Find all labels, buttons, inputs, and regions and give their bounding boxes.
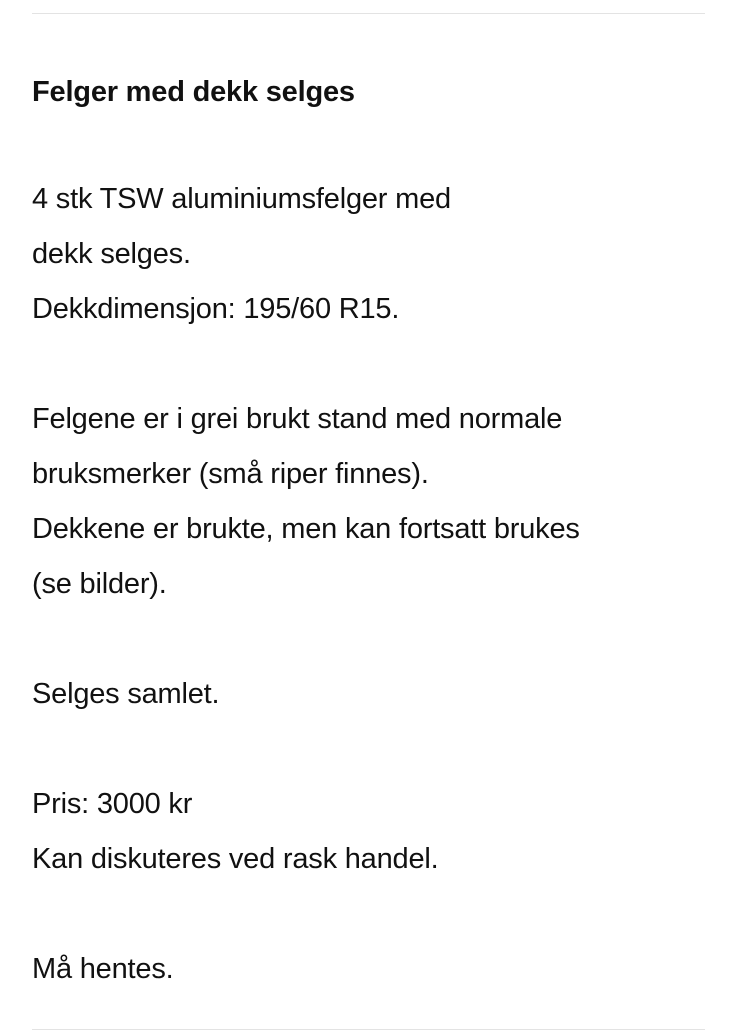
post-content [32,71,712,997]
body-line: Dekkene er brukte, men kan fortsatt brukes [32,513,580,545]
post-body [32,172,712,997]
body-line: dekk selges. [32,238,191,270]
blank-line [32,887,712,942]
body-line: 4 stk TSW aluminiumsfelger med [32,183,451,215]
price-line: Pris: 3000 kr [32,788,193,820]
body-line: bruksmerker (små riper finnes). [32,458,429,490]
body-line: Kan diskuteres ved rask handel. [32,843,439,875]
title-spacer [32,113,712,172]
body-line: (se bilder). [32,568,167,600]
blank-line [32,337,712,392]
blank-line [32,722,712,777]
bottom-divider [32,1029,705,1030]
body-line: Dekkdimensjon: 195/60 R15. [32,293,400,325]
body-line: Må hentes. [32,953,174,985]
body-line: Felgene er i grei brukt stand med normale [32,403,563,435]
body-line: Selges samlet. [32,678,220,710]
top-divider [32,13,705,14]
blank-line [32,612,712,667]
post-title: Felger med dekk selges [32,76,355,108]
